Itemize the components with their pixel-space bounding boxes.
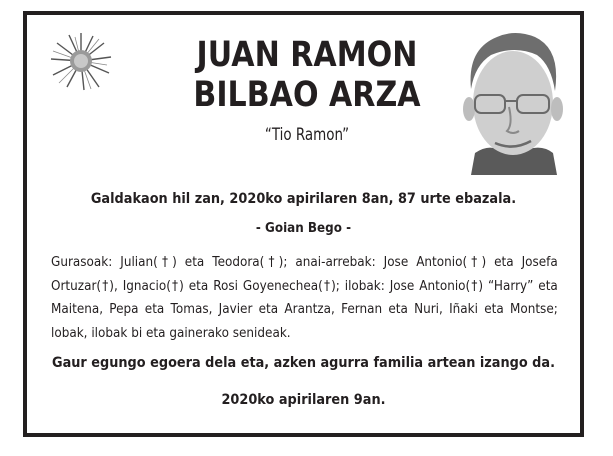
nickname: “Tio Ramon” bbox=[264, 125, 350, 145]
deceased-name-line2: BILBAO ARZA bbox=[193, 75, 421, 115]
publication-date: 2020ko apirilaren 9an. bbox=[221, 392, 386, 408]
ceremony-note: Gaur egungo egoera dela eta, azken agurra familia artean izango da. bbox=[51, 355, 555, 371]
deceased-name-line1: JUAN RAMON bbox=[196, 35, 418, 75]
blessing: - Goian Bego - bbox=[255, 221, 352, 236]
thistle-flower-icon bbox=[49, 31, 113, 91]
family-list: Gurasoak: Julian(†) eta Teodora(†); anai-arrebak: Jose Antonio(†) eta Josefa Ortuzar(†), Ignacio(†) eta Rosi Goyenechea(†); ilobak: Jose Antonio(†) “Harry” eta Maitena, Pepa eta Tomas, Javier eta Arantza, Fernan eta Nuri, Iñaki eta Montse; lobak, ilobak bi eta gainerako senideak. bbox=[51, 255, 558, 341]
portrait-photo bbox=[457, 25, 569, 175]
obituary-frame bbox=[23, 11, 584, 437]
death-statement: Galdakaon hil zan, 2020ko apirilaren 8an, 87 urte ebazala. bbox=[90, 191, 517, 207]
